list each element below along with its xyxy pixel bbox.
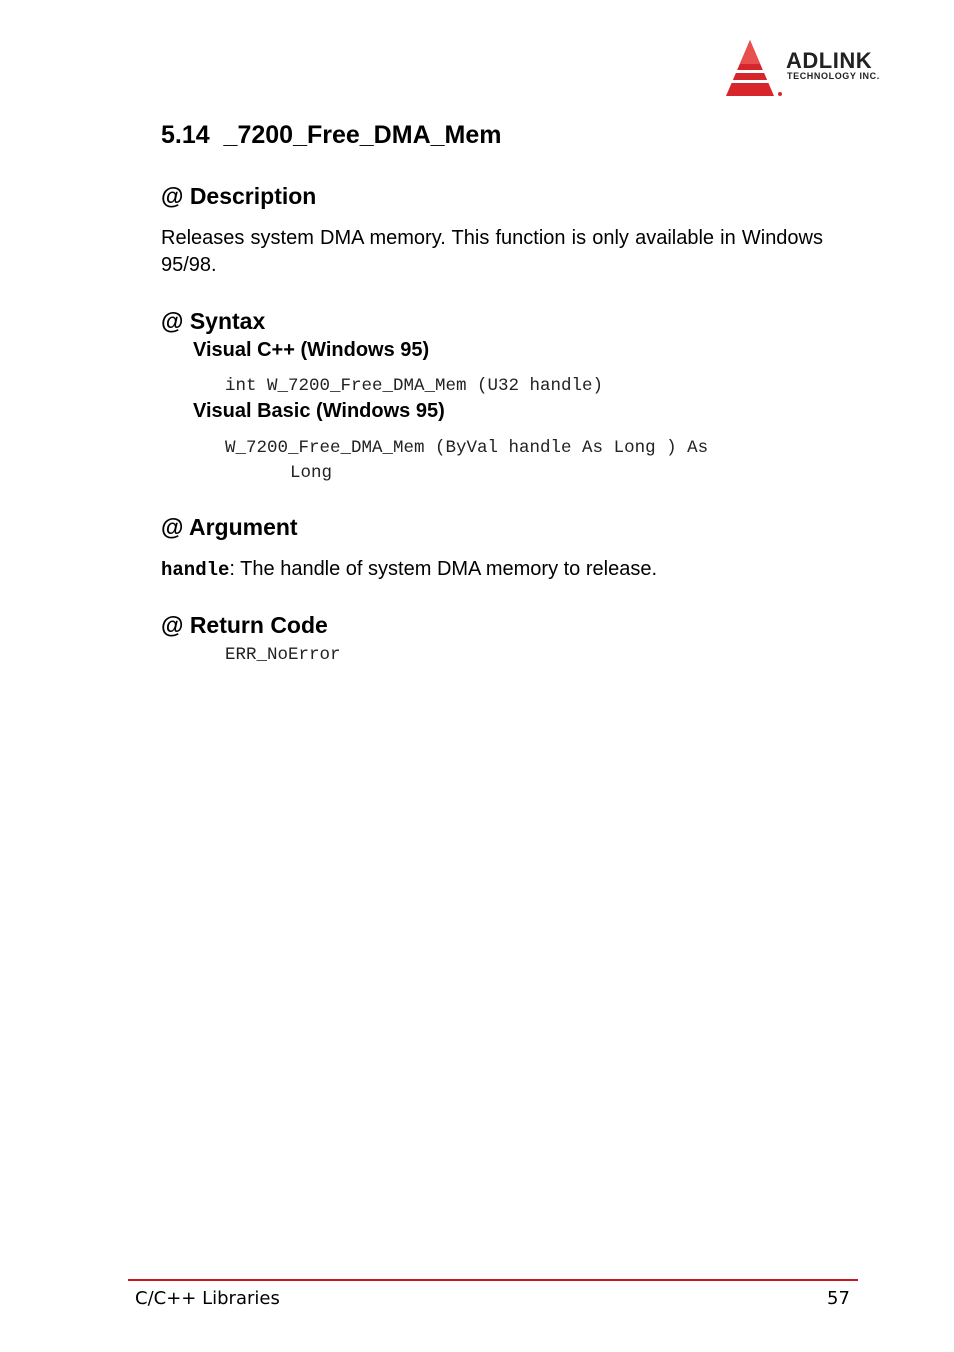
description-text: Releases system DMA memory. This function is only available in Windows 95/98. bbox=[161, 227, 823, 276]
brand-subtitle: TECHNOLOGY INC. bbox=[787, 71, 880, 81]
argument-description: : The handle of system DMA memory to release. bbox=[229, 558, 658, 580]
section-title: 5.14 _7200_Free_DMA_Mem bbox=[161, 121, 502, 149]
return-code-heading: @ Return Code bbox=[161, 612, 328, 638]
adlink-logo bbox=[722, 38, 912, 100]
footer-rule bbox=[128, 1279, 858, 1281]
brand-name: ADLINK bbox=[786, 48, 873, 73]
argument-name: handle bbox=[161, 559, 230, 581]
visual-cpp-label: Visual C++ (Windows 95) bbox=[193, 339, 430, 361]
page-number: 57 bbox=[827, 1288, 850, 1309]
visual-cpp-code: int W_7200_Free_DMA_Mem (U32 handle) bbox=[225, 376, 604, 396]
argument-row bbox=[161, 556, 657, 584]
argument-heading: @ Argument bbox=[161, 514, 298, 540]
return-code-value: ERR_NoError bbox=[225, 645, 341, 665]
description-heading: @ Description bbox=[161, 183, 317, 209]
visual-basic-code-line1: W_7200_Free_DMA_Mem (ByVal handle As Long ) As bbox=[225, 438, 709, 458]
adlink-triangle-icon bbox=[722, 38, 784, 100]
syntax-heading: @ Syntax bbox=[161, 308, 266, 334]
footer-title: C/C++ Libraries bbox=[135, 1288, 280, 1309]
visual-basic-label: Visual Basic (Windows 95) bbox=[193, 400, 445, 422]
visual-basic-code-line2: Long bbox=[290, 463, 333, 483]
